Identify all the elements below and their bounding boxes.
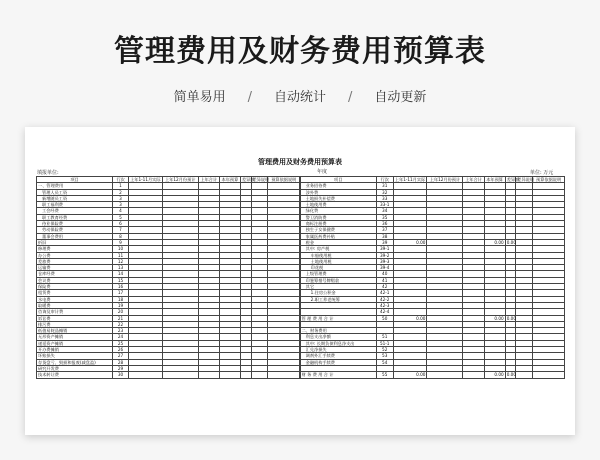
value-cell[interactable]: 0.00: [484, 239, 505, 245]
item-cell[interactable]: 修理费: [37, 246, 113, 252]
row-number-cell: 39-4: [376, 265, 393, 271]
row-number-cell: 50: [376, 315, 393, 321]
row-number-cell: 16: [113, 284, 129, 290]
item-cell[interactable]: 财 务 费 用 合 计: [300, 372, 376, 378]
item-cell[interactable]: 土地损失补偿费: [300, 195, 376, 201]
header-variance-note: 差异说明: [517, 177, 535, 182]
row-number-cell: 35: [376, 214, 393, 220]
item-cell[interactable]: 坏账损失: [37, 353, 113, 359]
row-number-cell: 33-1: [376, 202, 393, 208]
header-basis-note: 预算依据说明: [533, 177, 565, 183]
header-row: 行次: [376, 177, 393, 183]
item-cell[interactable]: 印花税: [300, 265, 376, 271]
row-number-cell: 42-1: [376, 290, 393, 296]
reporting-unit-label: 填报单位:: [37, 170, 59, 176]
tagline-row: [0, 86, 600, 105]
item-cell[interactable]: 绿化费: [300, 208, 376, 214]
item-cell[interactable]: 办公费: [37, 252, 113, 258]
row-number-cell: 54: [376, 359, 393, 365]
value-cell[interactable]: 0.00: [484, 372, 505, 378]
row-number-cell: 6: [113, 221, 129, 227]
item-cell[interactable]: 管 理 费 用 合 计: [300, 315, 376, 321]
row-number-cell: 36: [376, 221, 393, 227]
row-number-cell: 29: [113, 365, 129, 371]
value-cell[interactable]: 0.00: [506, 315, 517, 321]
item-cell[interactable]: 工会经费: [37, 208, 113, 214]
row-number-cell: 39: [376, 239, 393, 245]
row-number-cell: 3: [113, 202, 129, 208]
item-cell[interactable]: 待业保险费: [37, 221, 113, 227]
row-number-cell: 42-3: [376, 302, 393, 308]
tagline-auto-stats: 自动统计: [273, 90, 326, 105]
value-cell[interactable]: [463, 372, 484, 378]
row-number-cell: 32: [376, 189, 393, 195]
item-cell[interactable]: 业务招待费: [300, 183, 376, 189]
item-cell[interactable]: 车船使用税: [300, 252, 376, 258]
currency-unit-label: 单位: 万元: [530, 170, 554, 176]
header-prior-total: 上年合计: [463, 177, 484, 183]
row-number-cell: 40: [376, 271, 393, 277]
item-cell[interactable]: 土地使用费: [300, 202, 376, 208]
row-number-cell: 12: [113, 258, 129, 264]
row-number-cell: 51-1: [376, 340, 393, 346]
item-cell[interactable]: 金融机构手续费: [300, 359, 376, 365]
item-cell[interactable]: 其它: [300, 284, 376, 290]
header-budget: 本年预算: [484, 177, 505, 183]
header-variance: 差异额: [506, 177, 520, 182]
budget-table: [36, 176, 565, 379]
row-number-cell: 20: [113, 309, 129, 315]
row-number-cell: 42: [376, 284, 393, 290]
item-cell[interactable]: 汇兑净损失: [300, 347, 376, 353]
row-number-cell: 24: [113, 334, 129, 340]
header-variance: 差异额: [241, 177, 255, 182]
item-cell[interactable]: 低值易耗品摊销: [37, 328, 113, 334]
row-number-cell: 17: [113, 290, 129, 296]
header-prior-jan-nov: 上年1-11月实际: [394, 177, 426, 182]
table-row: [37, 372, 565, 378]
row-number-cell: 19: [113, 302, 129, 308]
item-cell[interactable]: 差旅费: [37, 258, 113, 264]
header-row: 行次: [113, 177, 129, 183]
row-number-cell: 55: [376, 372, 393, 378]
value-cell[interactable]: [533, 372, 565, 378]
row-number-cell: 37: [376, 227, 393, 233]
item-cell[interactable]: 董事会费用: [37, 233, 113, 239]
row-number-cell: 39-2: [376, 252, 393, 258]
sheet-title: 管理费用及财务费用预算表: [258, 158, 342, 166]
item-cell[interactable]: 劳动保险费: [37, 227, 113, 233]
row-number-cell: 2: [113, 189, 129, 195]
item-cell[interactable]: 无形资产摊销: [37, 334, 113, 340]
row-number-cell: 34: [376, 208, 393, 214]
item-cell[interactable]: 独生子女保健费: [300, 227, 376, 233]
value-cell[interactable]: [219, 372, 240, 378]
item-cell[interactable]: 咨询及审计费: [37, 309, 113, 315]
item-cell[interactable]: 开办费摊销: [37, 347, 113, 353]
row-number-cell: 7: [113, 227, 129, 233]
item-cell[interactable]: 运输费: [37, 265, 113, 271]
header-basis-note: 预算依据说明: [268, 177, 300, 183]
item-cell[interactable]: 会议费: [37, 277, 113, 283]
row-number-cell: 8: [113, 233, 129, 239]
header-prior-dec: 上年12月份预计: [427, 177, 463, 183]
value-cell[interactable]: 0.00: [393, 239, 427, 245]
row-number-cell: 39-3: [376, 258, 393, 264]
row-number-cell: 22: [113, 321, 129, 327]
row-number-cell: 53: [376, 353, 393, 359]
header-item: 项目: [300, 177, 376, 183]
item-cell[interactable]: 研究开发费: [37, 365, 113, 371]
item-cell[interactable]: 利息支出净额: [300, 334, 376, 340]
value-cell[interactable]: [268, 372, 300, 378]
item-cell[interactable]: 保险费: [37, 284, 113, 290]
row-number-cell: 42-2: [376, 296, 393, 302]
header-prior-total: 上年合计: [198, 177, 219, 183]
value-cell[interactable]: [162, 372, 198, 378]
item-cell[interactable]: 其中: 长期负债利息净支出: [300, 340, 376, 346]
row-number-cell: 5: [113, 214, 129, 220]
banner-title: 管理费用及财务费用预算表: [114, 34, 486, 69]
item-cell[interactable]: 调剂外汇手续费: [300, 353, 376, 359]
item-cell[interactable]: 诉讼费: [37, 315, 113, 321]
row-number-cell: 14: [113, 271, 129, 277]
item-cell[interactable]: 涉外费: [300, 189, 376, 195]
row-number-cell: 21: [113, 315, 129, 321]
item-cell[interactable]: 一、管理费用: [37, 183, 113, 189]
tagline-easy: 简单易用: [173, 90, 226, 105]
row-number-cell: 10: [113, 246, 129, 252]
value-cell[interactable]: [427, 372, 463, 378]
row-number-cell: 41: [376, 277, 393, 283]
value-cell[interactable]: 0.00: [484, 315, 505, 321]
row-number-cell: 42-4: [376, 309, 393, 315]
item-cell[interactable]: 递延资产摊销: [37, 340, 113, 346]
row-number-cell: 30: [113, 372, 129, 378]
value-cell[interactable]: [251, 372, 268, 378]
item-cell[interactable]: 职工福利费: [37, 202, 113, 208]
header-prior-jan-nov: 上年1-11月实际: [130, 177, 161, 182]
row-number-cell: 11: [113, 252, 129, 258]
row-number-cell: 39-1: [376, 246, 393, 252]
row-number-cell: 38: [376, 233, 393, 239]
value-cell[interactable]: [198, 372, 219, 378]
year-label: 年度: [317, 169, 328, 175]
row-number-cell: 4: [113, 208, 129, 214]
row-number-cell: 25: [113, 340, 129, 346]
item-cell[interactable]: 存货盘亏、毁损和报废(减盘盈): [37, 359, 113, 365]
value-cell[interactable]: 0.00: [393, 372, 427, 378]
item-cell[interactable]: 仓库经费: [37, 271, 113, 277]
header-item: 项目: [37, 177, 113, 183]
item-cell[interactable]: 新增随员工资: [37, 195, 113, 201]
tagline-auto-update: 自动更新: [374, 90, 427, 105]
value-cell[interactable]: 0.00: [506, 239, 517, 245]
row-number-cell: 52: [376, 347, 393, 353]
value-cell[interactable]: 0.00: [506, 372, 517, 378]
row-number-cell: 23: [113, 328, 129, 334]
tagline-separator: /: [247, 90, 252, 105]
item-cell[interactable]: 商标注册费: [300, 221, 376, 227]
item-cell[interactable]: 上级管理费: [300, 271, 376, 277]
item-cell[interactable]: 水电费: [37, 296, 113, 302]
item-cell[interactable]: 技术转让费: [37, 372, 113, 378]
item-cell[interactable]: 警卫消防费: [300, 214, 376, 220]
item-cell[interactable]: 租赁费: [37, 290, 113, 296]
item-cell[interactable]: 1.住房公积金: [300, 290, 376, 296]
item-cell[interactable]: 土地使用税: [300, 258, 376, 264]
item-cell[interactable]: 折旧: [37, 239, 113, 245]
row-number-cell: 1: [113, 183, 129, 189]
item-cell[interactable]: 2.职工养老统筹: [300, 296, 376, 302]
item-cell[interactable]: 管理人员工资: [37, 189, 113, 195]
value-cell[interactable]: [128, 372, 162, 378]
row-number-cell: 13: [113, 265, 129, 271]
spreadsheet-preview: [25, 127, 575, 435]
item-cell[interactable]: 排污费: [37, 321, 113, 327]
row-number-cell: 26: [113, 347, 129, 353]
row-number-cell: 51: [376, 334, 393, 340]
value-cell[interactable]: [240, 372, 251, 378]
row-number-cell: 28: [113, 359, 129, 365]
header-prior-dec: 上年12月份预计: [162, 177, 198, 183]
tagline-separator: /: [348, 90, 353, 105]
row-number-cell: 18: [113, 296, 129, 302]
row-number-cell: 3: [113, 195, 129, 201]
value-cell[interactable]: 0.00: [393, 315, 427, 321]
value-cell[interactable]: [516, 372, 533, 378]
item-cell[interactable]: 家属医药费补贴: [300, 233, 376, 239]
row-number-cell: 27: [113, 353, 129, 359]
header-variance-note: 差异说明: [252, 177, 270, 182]
item-cell[interactable]: 职工教育经费: [37, 214, 113, 220]
row-number-cell: 31: [376, 183, 393, 189]
row-number-cell: 9: [113, 239, 129, 245]
item-cell[interactable]: 其中: 房产税: [300, 246, 376, 252]
item-cell[interactable]: 取暖费: [37, 302, 113, 308]
row-number-cell: 33: [376, 195, 393, 201]
item-cell[interactable]: 税金: [300, 239, 376, 245]
item-cell[interactable]: 印鉴筹措号牌赔款: [300, 277, 376, 283]
item-cell[interactable]: 二、财务费用: [300, 328, 376, 334]
header-budget: 本年预算: [219, 177, 240, 183]
row-number-cell: 15: [113, 277, 129, 283]
